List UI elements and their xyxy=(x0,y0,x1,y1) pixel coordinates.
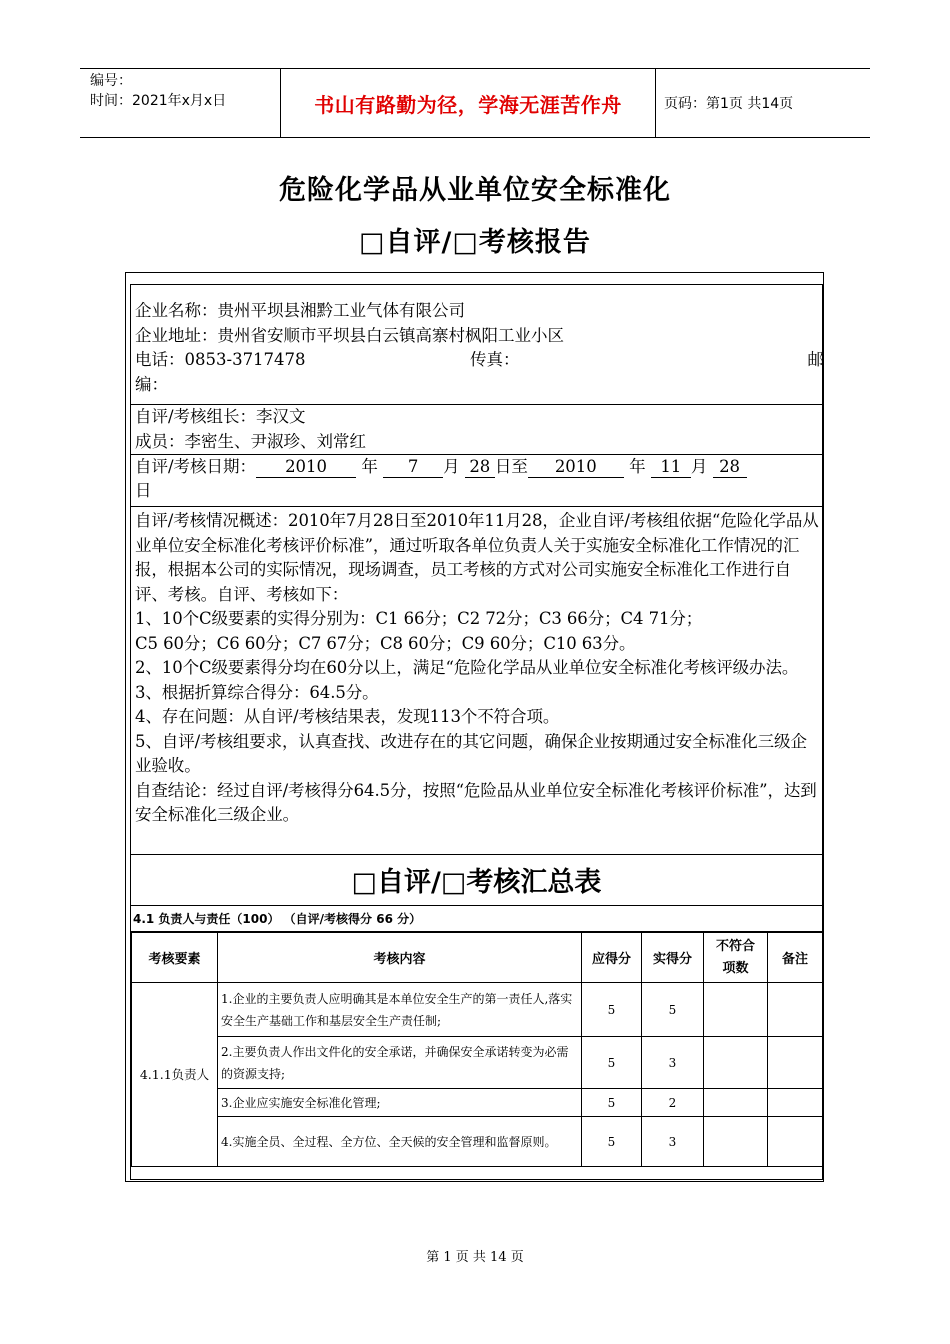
year-unit: 年 xyxy=(361,457,378,476)
start-day: 28 xyxy=(465,457,495,478)
col-header-element: 考核要素 xyxy=(132,933,218,983)
header-meta xyxy=(90,71,226,111)
company-phone: 电话：0853-3717478 xyxy=(135,350,306,369)
year-unit-2: 年 xyxy=(629,457,646,476)
start-year: 2010 xyxy=(256,457,356,478)
table-row xyxy=(132,1089,823,1117)
month-unit-2: 月 xyxy=(690,457,708,476)
page-footer: 第 1 页 共 14 页 xyxy=(426,1250,524,1265)
row-due-score: 5 xyxy=(582,983,642,1037)
summary-item-5: 5、自评/考核组要求，认真查找、改进存在的其它问题，确保企业按期通过安全标准化三级企业验收。 xyxy=(135,731,807,775)
document-time-label: 时间：2021年x月x日 xyxy=(90,93,227,109)
company-address: 企业地址：贵州省安顺市平坝县白云镇高寨村枫阳工业小区 xyxy=(135,325,564,345)
col-header-actual-score: 实得分 xyxy=(642,933,704,983)
start-month: 7 xyxy=(383,457,443,478)
row-content: 1.企业的主要负责人应明确其是本单位安全生产的第一责任人,落实安全生产基础工作和基层安全生产责任制; xyxy=(218,983,582,1037)
row-note xyxy=(768,1117,823,1167)
header-motto: 书山有路勤为径，学海无涯苦作舟 xyxy=(280,69,656,137)
table-row xyxy=(132,1037,823,1089)
col-header-nonconformity: 不符合项数 xyxy=(704,933,768,983)
summary-item-2: 2、10个C级要素得分均在60分以上，满足“危险化学品从业单位安全标准化考核评级办法。 xyxy=(135,658,799,677)
row-nonconformity xyxy=(704,1117,768,1167)
row-nonconformity xyxy=(704,983,768,1037)
company-info-section xyxy=(131,299,822,405)
header-page-info: 页码：第1页 共14页 xyxy=(664,96,794,112)
row-content: 2.主要负责人作出文件化的安全承诺，并确保安全承诺转变为必需的资源支持; xyxy=(218,1037,582,1089)
summary-table xyxy=(131,932,823,1167)
company-name: 企业名称：贵州平坝县湘黔工业气体有限公司 xyxy=(135,301,465,320)
date-section xyxy=(131,455,822,507)
row-note xyxy=(768,983,823,1037)
summary-table-title: □自评/□考核汇总表 xyxy=(131,855,822,906)
row-actual-score: 5 xyxy=(642,983,704,1037)
summary-item-1a: 1、10个C级要素的实得分别为：C1 66分；C2 72分；C3 66分；C4 71分； xyxy=(135,609,703,628)
date-line xyxy=(135,455,822,479)
team-members: 成员：李密生、尹淑珍、刘常红 xyxy=(135,431,366,451)
report-body xyxy=(130,284,823,1180)
summary-overview: 自评/考核情况概述：2010年7月28日至2010年11月28，企业自评/考核组依据“危险化学品从业单位安全标准化考核评价标准”，通过听取各单位负责人关于实施安全标准化工作情况的汇报，根据本公司的实际情况，现场调查，员工考核的方式对公司实施安全标准化工作进行自评、考核。自评、考核如下： xyxy=(135,511,819,604)
row-actual-score: 3 xyxy=(642,1037,704,1089)
team-leader: 自评/考核组长：李汉文 xyxy=(135,407,306,426)
col-header-due-score: 应得分 xyxy=(582,933,642,983)
company-postcode-label: 邮 xyxy=(807,350,824,369)
summary-item-4: 4、存在问题：从自评/考核结果表，发现113个不符合项。 xyxy=(135,707,560,726)
row-due-score: 5 xyxy=(582,1037,642,1089)
row-actual-score: 3 xyxy=(642,1117,704,1167)
row-due-score: 5 xyxy=(582,1089,642,1117)
table-row xyxy=(132,983,823,1037)
summary-conclusion: 自查结论：经过自评/考核得分64.5分，按照“危险品从业单位安全标准化考核评价标准”，达到安全标准化三级企业。 xyxy=(135,780,817,824)
col-header-note: 备注 xyxy=(768,933,823,983)
summary-item-3: 3、根据折算综合得分：64.5分。 xyxy=(135,682,379,702)
contact-line xyxy=(135,348,822,373)
date-to: 日至 xyxy=(494,457,528,476)
summary-item-1b: C5 60分；C6 60分；C7 67分；C8 60分；C9 60分；C10 63分。 xyxy=(135,633,636,653)
table-header-row xyxy=(132,933,823,983)
row-content: 4.实施全员、全过程、全方位、全天候的安全管理和监督原则。 xyxy=(218,1117,582,1167)
section-title: 4.1 负责人与责任（100） （自评/考核得分 66 分） xyxy=(131,908,822,932)
document-number-label: 编号： xyxy=(90,73,132,89)
table-row xyxy=(132,1117,823,1167)
team-section xyxy=(131,405,822,455)
end-day: 28 xyxy=(713,457,747,478)
summary-section xyxy=(131,507,822,855)
month-unit: 月 xyxy=(443,457,460,476)
date-end-unit: 日 xyxy=(135,481,152,500)
page-header xyxy=(80,68,870,138)
end-month: 11 xyxy=(651,457,691,478)
row-actual-score: 2 xyxy=(642,1089,704,1117)
summary-table-wrap xyxy=(131,908,822,1167)
report-title: 危险化学品从业单位安全标准化 xyxy=(279,175,671,206)
row-due-score: 5 xyxy=(582,1117,642,1167)
row-note xyxy=(768,1037,823,1089)
report-subtitle: □自评/□考核报告 xyxy=(359,227,591,258)
row-nonconformity xyxy=(704,1037,768,1089)
row-content: 3.企业应实施安全标准化管理; xyxy=(218,1089,582,1117)
company-postcode-cont: 编： xyxy=(135,374,168,394)
end-year: 2010 xyxy=(528,457,624,478)
col-header-content: 考核内容 xyxy=(218,933,582,983)
date-label: 自评/考核日期： xyxy=(135,457,257,476)
element-cell: 4.1.1负责人 xyxy=(132,983,218,1167)
row-note xyxy=(768,1089,823,1117)
company-fax: 传真： xyxy=(470,350,520,369)
row-nonconformity xyxy=(704,1089,768,1117)
